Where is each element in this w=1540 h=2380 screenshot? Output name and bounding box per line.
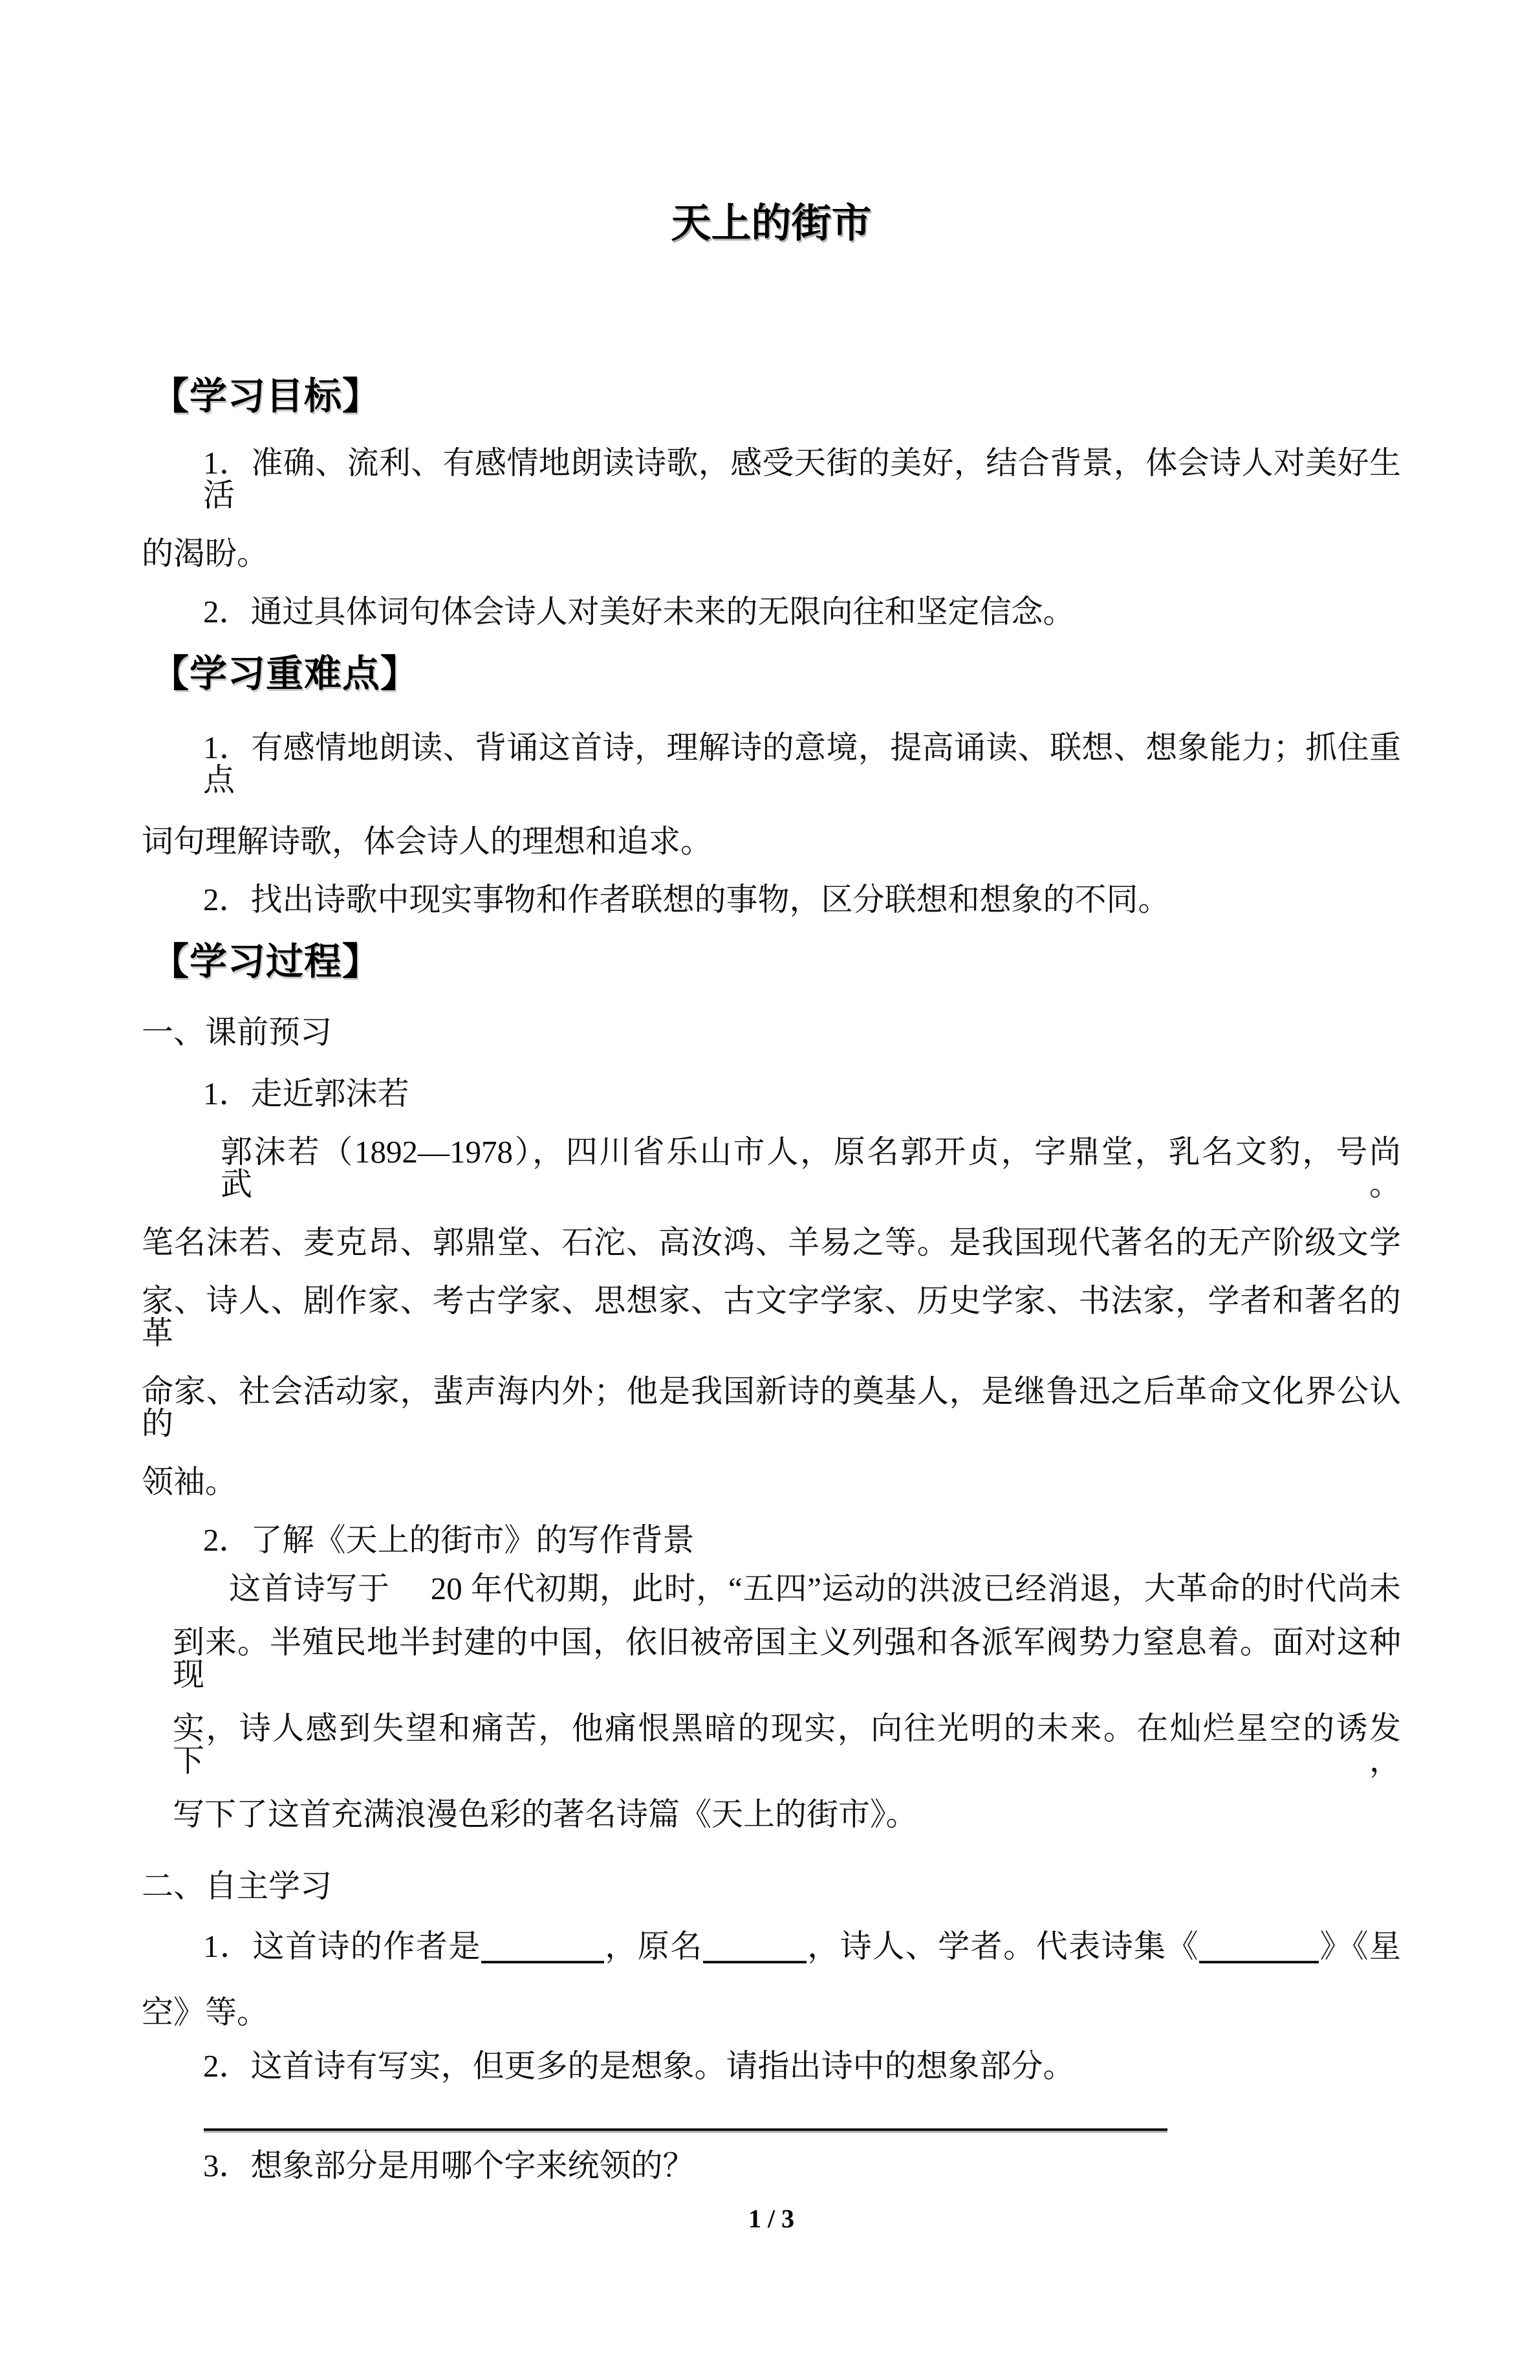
background-line-4: 写下了这首充满浪漫色彩的著名诗篇《天上的街市》。	[173, 1796, 918, 1832]
key-points-line-3: 2．找出诗歌中现实事物和作者联想的事物，区分联想和想象的不同。	[203, 882, 1170, 917]
background-line-1: 这首诗写于 20 年代初期，此时，“五四”运动的洪波已经消退，大革命的时代尚未	[229, 1571, 1401, 1606]
section-header-objectives: 【学习目标】	[151, 375, 381, 417]
question-1-text-3: ，诗人、学者。代表诗集《	[806, 1928, 1200, 1964]
preview-item-2: 2．了解《天上的街市》的写作背景	[203, 1522, 695, 1558]
author-bio-line-3: 家、诗人、剧作家、考古学家、思想家、古文字学家、历史学家、书法家，学者和著名的革	[142, 1283, 1401, 1351]
fill-blank	[1199, 1954, 1319, 1963]
question-1-continuation: 空》等。	[142, 1994, 269, 2030]
self-study-heading: 二、自主学习	[142, 1868, 332, 1904]
author-bio-line-2: 笔名沫若、麦克昂、郭鼎堂、石沱、高汝鸿、羊易之等。是我国现代著名的无产阶级文学	[142, 1225, 1401, 1260]
preview-item-1: 1．走近郭沫若	[203, 1076, 409, 1111]
page-title: 天上的街市	[671, 202, 872, 246]
background-line-3: 实，诗人感到失望和痛苦，他痛恨黑暗的现实，向往光明的未来。在灿烂星空的诱发下，	[173, 1710, 1401, 1778]
fill-blank	[481, 1954, 604, 1963]
question-3-line: 3．想象部分是用哪个字来统领的？	[203, 2148, 695, 2183]
question-1-text-4: 》《星	[1319, 1928, 1401, 1964]
objectives-line-3: 2．通过具体词句体会诗人对美好未来的无限向往和坚定信念。	[203, 594, 1075, 629]
background-line-2: 到来。半殖民地半封建的中国，依旧被帝国主义列强和各派军阀势力窒息着。面对这种现	[173, 1624, 1401, 1692]
preview-heading: 一、课前预习	[142, 1014, 332, 1050]
question-2-line: 2．这首诗有写实，但更多的是想象。请指出诗中的想象部分。	[203, 2048, 1075, 2084]
section-header-key-points: 【学习重难点】	[151, 653, 419, 695]
author-bio-line-4: 命家、社会活动家，蜚声海内外；他是我国新诗的奠基人，是继鲁迅之后革命文化界公认的	[142, 1373, 1401, 1441]
question-1-text-2: ，原名	[603, 1928, 703, 1964]
page-number: 1 / 3	[748, 2204, 795, 2233]
key-points-line-1: 1．有感情地朗读、背诵这首诗，理解诗的意境，提高诵读、联想、想象能力；抓住重点	[203, 730, 1401, 798]
section-header-process: 【学习过程】	[151, 941, 381, 983]
question-1-line	[203, 1930, 1401, 1963]
question-1-text-1: 1．这首诗的作者是	[203, 1928, 481, 1964]
document-page	[0, 202, 1540, 2380]
key-points-line-2: 词句理解诗歌，体会诗人的理想和追求。	[142, 824, 713, 859]
answer-line	[204, 2128, 1167, 2131]
author-bio-line-5: 领袖。	[142, 1464, 237, 1500]
document-content	[0, 202, 1401, 2233]
author-bio-line-1: 郭沫若（1892—1978），四川省乐山市人，原名郭开贞，字鼎堂，乳名文豹，号尚武。	[221, 1134, 1401, 1202]
objectives-line-2: 的渴盼。	[142, 536, 269, 571]
objectives-line-1: 1．准确、流利、有感情地朗读诗歌，感受天街的美好，结合背景，体会诗人对美好生活	[203, 445, 1401, 513]
fill-blank	[703, 1954, 807, 1963]
